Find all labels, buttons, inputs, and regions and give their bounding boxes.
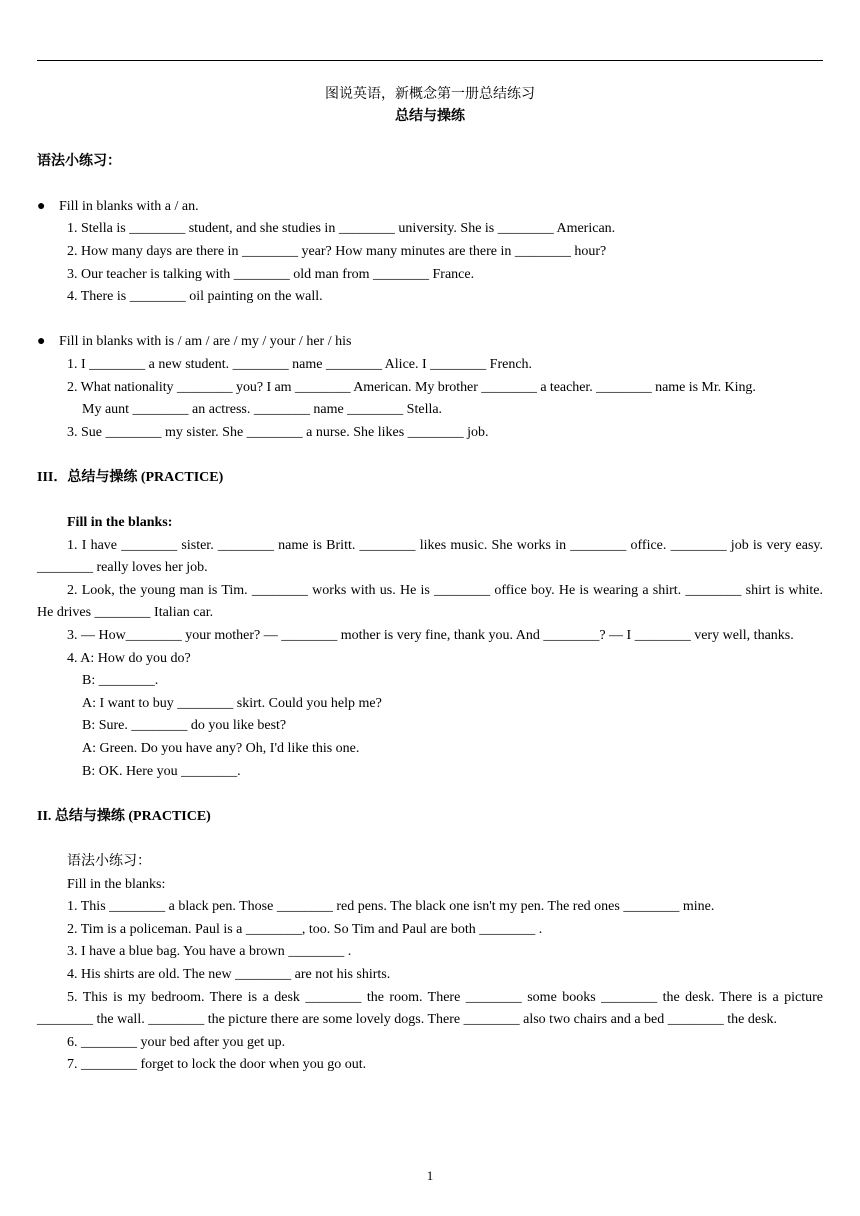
dialog-line: B: Sure. ________ do you like best? xyxy=(82,718,287,734)
dialog-line: B: ________. xyxy=(82,673,159,689)
list-item: 2. Tim is a policeman. Paul is a ________, too. So Tim and Paul are both ________ . xyxy=(67,921,543,937)
list-item: 1. Stella is ________ student, and she studies in ________ university. She is ________ American. xyxy=(67,221,616,237)
section-iii-subheading: Fill in the blanks: xyxy=(67,515,173,531)
section-b-instruction xyxy=(37,331,823,354)
bullet-icon: ● xyxy=(37,198,46,214)
section-a-instruction xyxy=(37,196,823,219)
list-item: 3. I have a blue bag. You have a brown ________ . xyxy=(67,944,352,960)
list-item: 6. ________ your bed after you get up. xyxy=(67,1034,286,1050)
paragraph-item: 1. I have ________ sister. ________ name is Britt. ________ likes music. She works in ________ office. ________ job is very easy. ________ really loves her job. xyxy=(37,537,823,576)
document-subtitle: 总结与操练 xyxy=(395,109,465,124)
dialog-line: A: Green. Do you have any? Oh, I'd like this one. xyxy=(82,741,360,757)
paragraph-item: 2. Look, the young man is Tim. ________ works with us. He is ________ office boy. He is wearing a shirt. ________ shirt is white. He drives ________ Italian car. xyxy=(37,582,823,621)
list-item: 1. This ________ a black pen. Those ________ red pens. The black one isn't my pen. The red ones ________ mine. xyxy=(67,899,715,915)
document-title: 图说英语，新概念第一册总结练习 xyxy=(325,87,535,102)
list-item: 2. How many days are there in ________ year? How many minutes are there in ________ hour? xyxy=(67,243,607,259)
section-ii-heading: II. 总结与操练 (PRACTICE) xyxy=(37,808,211,824)
section-ii-instruction: Fill in the blanks: xyxy=(67,876,166,892)
list-item: 1. I ________ a new student. ________ name ________ Alice. I ________ French. xyxy=(67,356,533,372)
instruction-text: Fill in blanks with a / an. xyxy=(59,198,199,214)
header-rule xyxy=(37,60,823,61)
list-item: 3. Our teacher is talking with ________ old man from ________ France. xyxy=(67,266,475,282)
list-item: 4. There is ________ oil painting on the wall. xyxy=(67,289,323,305)
list-item-continuation: My aunt ________ an actress. ________ name ________ Stella. xyxy=(82,402,443,418)
section-iii-heading: III．总结与操练 (PRACTICE) xyxy=(37,469,224,485)
list-item: 4. His shirts are old. The new ________ are not his shirts. xyxy=(67,966,391,982)
dialog-line: A: I want to buy ________ skirt. Could you help me? xyxy=(82,695,382,711)
instruction-text: Fill in blanks with is / am / are / my / your / her / his xyxy=(59,334,352,350)
list-item: 2. What nationality ________ you? I am ________ American. My brother ________ a teacher. ________ name is Mr. King. xyxy=(67,379,756,395)
dialog-line: B: OK. Here you ________. xyxy=(82,763,241,779)
worksheet-page xyxy=(37,84,823,1077)
list-item: 3. Sue ________ my sister. She ________ a nurse. She likes ________ job. xyxy=(67,424,489,440)
list-item: 7. ________ forget to lock the door when you go out. xyxy=(67,1057,367,1073)
page-number: 1 xyxy=(426,1168,434,1183)
grammar-heading: 语法小练习： xyxy=(37,153,121,169)
paragraph-item: 5. This is my bedroom. There is a desk ________ the room. There ________ some books ________ the desk. There is a picture ________ the wall. ________ the picture there are some lovely dogs. There ________ also two chairs and a bed ________ the desk. xyxy=(37,989,823,1028)
section-ii-sub-heading: 语法小练习： xyxy=(67,854,151,869)
paragraph-item: 3. — How________ your mother? — ________ mother is very fine, thank you. And ________? — I ________ very well, thanks. xyxy=(67,628,794,644)
bullet-icon: ● xyxy=(37,334,46,350)
paragraph-item: 4. A: How do you do? xyxy=(67,650,191,666)
